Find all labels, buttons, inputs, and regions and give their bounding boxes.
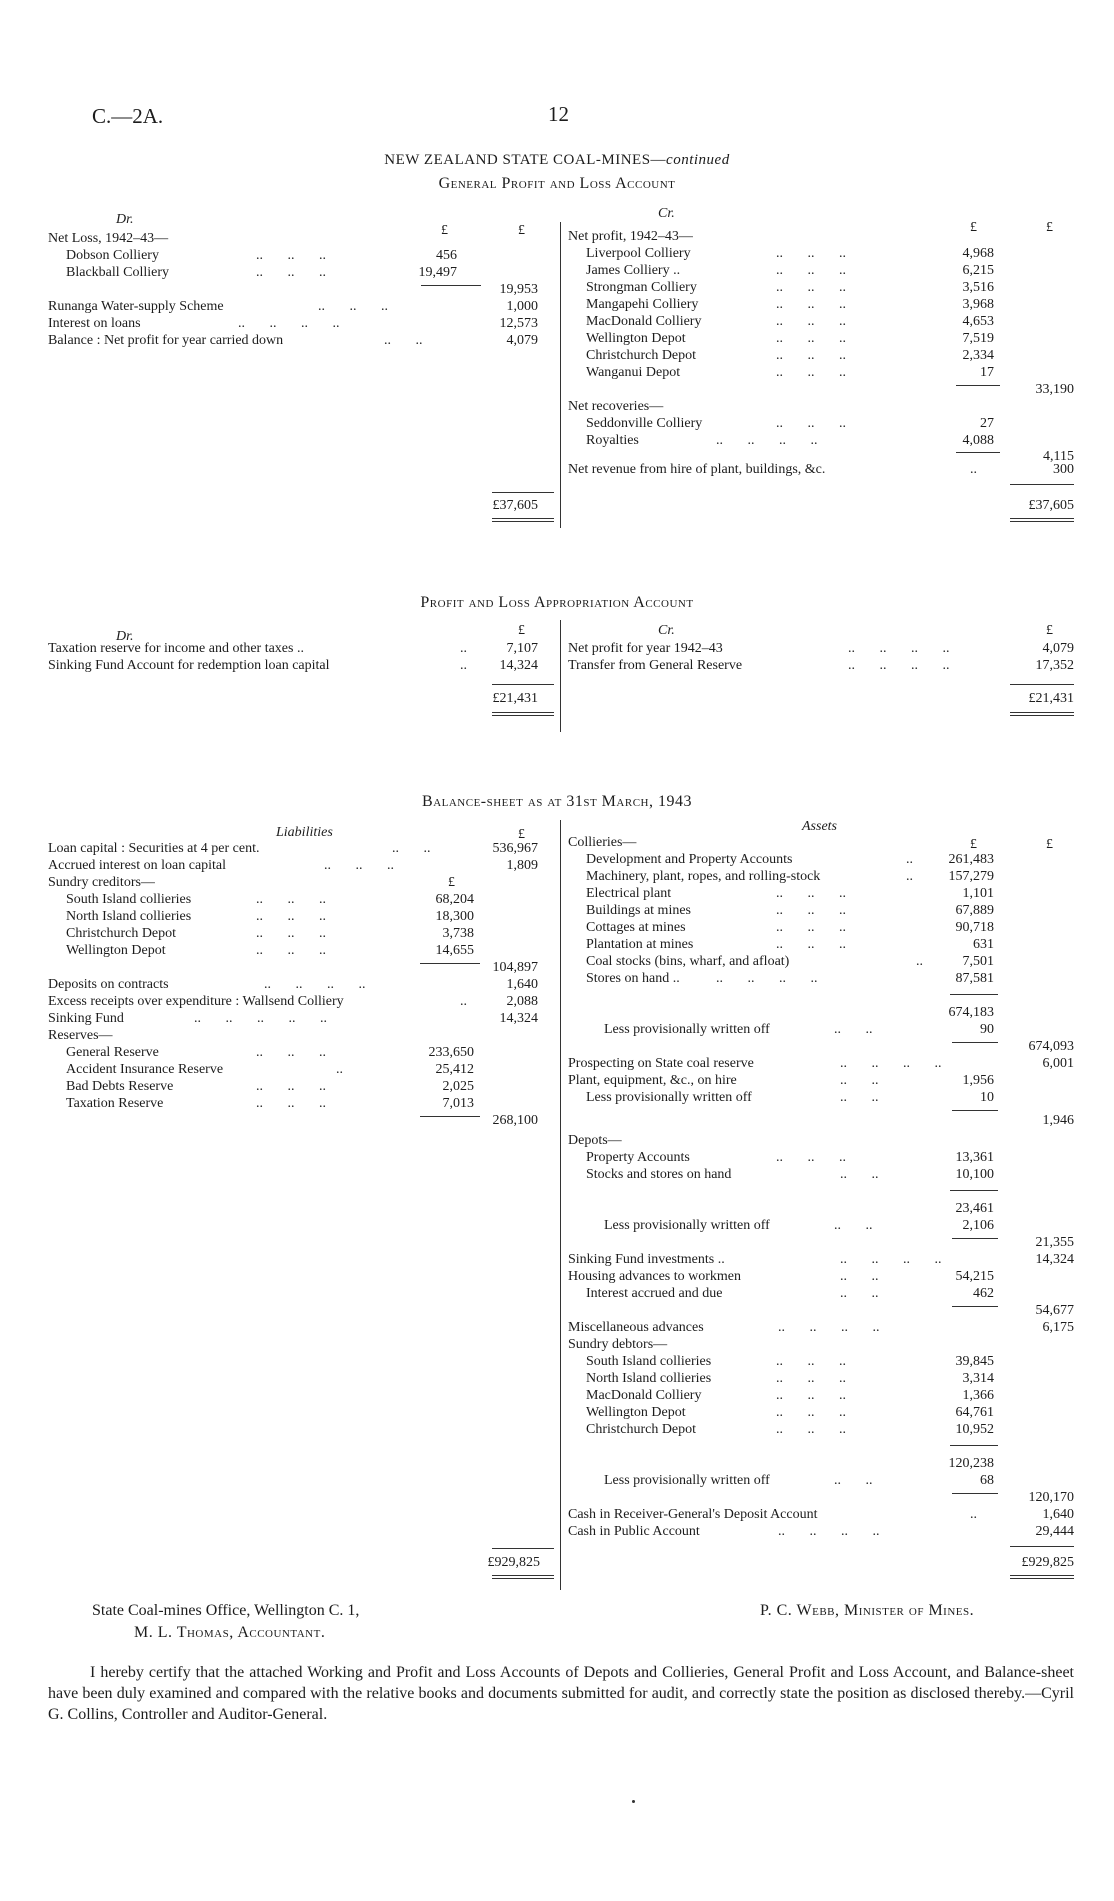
bs-collieries-total: 674,093	[1028, 1039, 1074, 1054]
bs-rule	[420, 963, 480, 964]
bs-coalstocks-label: Coal stocks (bins, wharf, and afloat) ..	[586, 954, 923, 969]
bs-sfinv-label: Sinking Fund investments .. .. .. .. ..	[568, 1252, 942, 1267]
gpl-christchurch-amount: 2,334	[962, 348, 994, 363]
pla-rule	[1010, 684, 1074, 685]
bs-depstocks-label: Stocks and stores on hand .. ..	[586, 1167, 879, 1182]
gpl-macdonald-amount: 4,653	[962, 314, 994, 329]
bs-ni-coll-amount: 18,300	[435, 909, 474, 924]
office-line: State Coal-mines Office, Wellington C. 1,	[92, 1602, 360, 1619]
gpl-interest-amount: 12,573	[499, 316, 538, 331]
bs-d-ch-label: Christchurch Depot .. .. ..	[586, 1422, 846, 1437]
gpl-royalties-label: Royalties .. .. .. ..	[586, 433, 818, 448]
bs-machinery-amount: 157,279	[948, 869, 994, 884]
pla-divider	[560, 620, 561, 732]
gpl-james-amount: 6,215	[962, 263, 994, 278]
gpl-james-label: James Colliery .. .. .. ..	[586, 263, 846, 278]
pla-rule	[492, 712, 554, 716]
pla-sinking-amount: 14,324	[499, 658, 538, 673]
gpl-dr: Dr.	[116, 212, 134, 227]
bs-misc-amount: 6,175	[1042, 1320, 1074, 1335]
bs-taxres-amount: 7,013	[442, 1096, 474, 1111]
pla-rule	[492, 684, 554, 685]
minister-line: P. C. Webb, Minister of Mines.	[760, 1602, 975, 1619]
gpl-hire-leader: ..	[970, 462, 977, 477]
bs-rule	[952, 1042, 998, 1043]
bs-rule	[952, 1238, 998, 1239]
gpl-rule	[1010, 518, 1074, 522]
gpl-cr-total: £37,605	[1028, 498, 1074, 513]
accountant-line: M. L. Thomas, Accountant.	[134, 1624, 326, 1641]
gpl-blackball-amount: 19,497	[418, 265, 457, 280]
bs-plant-total: 1,946	[1042, 1113, 1074, 1128]
certification-paragraph: I hereby certify that the attached Working and Profit and Loss Accounts of Depots and Collieries, General Profit and Loss Account, and Balance-sheet have been duly examined and compared with the relative books and documents submitted for audit, and correctly state the position as disclosed thereby.—Cyril G. Collins, Controller and Auditor-General.	[48, 1664, 1074, 1723]
bs-sundry-creditors-label: Sundry creditors—	[48, 875, 155, 890]
bs-general-amount: 233,650	[428, 1045, 474, 1060]
bs-si-coll-amount: 68,204	[435, 892, 474, 907]
gpl-royalties-amount: 4,088	[962, 433, 994, 448]
bs-si-coll-label: South Island collieries .. .. ..	[66, 892, 326, 907]
bs-sinking-label: Sinking Fund .. .. .. .. ..	[48, 1011, 327, 1026]
bs-liab-pound: £	[518, 827, 525, 842]
gpl-mangapehi-amount: 3,968	[962, 297, 994, 312]
pla-net-profit-label: Net profit for year 1942–43 .. .. .. ..	[568, 641, 950, 656]
gpl-christchurch-label: Christchurch Depot .. .. ..	[586, 348, 846, 363]
bs-buildings-amount: 67,889	[955, 903, 994, 918]
gpl-wanganui-label: Wanganui Depot .. .. ..	[586, 365, 846, 380]
bs-ch-depot-amount: 3,738	[442, 926, 474, 941]
bs-reserves-label: Reserves—	[48, 1028, 113, 1043]
bs-machinery-label: Machinery, plant, ropes, and rolling-stock ..	[586, 869, 913, 884]
pla-transfer-amount: 17,352	[1035, 658, 1074, 673]
gpl-recoveries-total: 4,115	[1043, 449, 1074, 464]
bs-plantation-label: Plantation at mines .. .. ..	[586, 937, 846, 952]
report-reference: C.—2A.	[92, 104, 164, 128]
document-title: NEW ZEALAND STATE COAL-MINES—continued	[384, 152, 730, 168]
gpl-interest-label: Interest on loans .. .. .. ..	[48, 316, 340, 331]
bs-creditors-pound: £	[448, 875, 455, 890]
bs-housing-label: Housing advances to workmen .. ..	[568, 1269, 879, 1284]
page-number: 12	[548, 102, 569, 126]
bs-title: Balance-sheet as at 31st March, 1943	[422, 793, 692, 810]
pla-cr-pound: £	[1046, 623, 1053, 638]
bs-bad-label: Bad Debts Reserve .. .. ..	[66, 1079, 326, 1094]
bs-rule	[950, 1445, 998, 1446]
bs-cottages-amount: 90,718	[955, 920, 994, 935]
gpl-recoveries-label: Net recoveries—	[568, 399, 664, 414]
bs-rule	[950, 994, 998, 995]
bs-less4-amount: 68	[980, 1473, 994, 1488]
bs-ni-coll-label: North Island collieries .. .. ..	[66, 909, 326, 924]
bs-cottages-label: Cottages at mines .. .. ..	[586, 920, 846, 935]
pla-dr-pound: £	[518, 623, 525, 638]
bs-less2-label: Less provisionally written off .. ..	[586, 1090, 879, 1105]
gpl-dr-total: £37,605	[492, 498, 538, 513]
bs-plant-hire-amount: 1,956	[962, 1073, 994, 1088]
bs-d-wel-amount: 64,761	[955, 1405, 994, 1420]
bs-devprop-label: Development and Property Accounts ..	[586, 852, 913, 867]
bs-bad-amount: 2,025	[442, 1079, 474, 1094]
bs-reserves-total: 268,100	[492, 1113, 538, 1128]
gpl-liverpool-amount: 4,968	[962, 246, 994, 261]
gpl-blackball-label: Blackball Colliery .. .. ..	[66, 265, 326, 280]
bs-stores-label: Stores on hand .. .. .. .. ..	[586, 971, 818, 986]
bs-less1-amount: 90	[980, 1022, 994, 1037]
bs-accident-amount: 25,412	[435, 1062, 474, 1077]
bs-housing-amount: 54,215	[955, 1269, 994, 1284]
bs-assets-total: £929,825	[1021, 1555, 1074, 1570]
gpl-profit-total: 33,190	[1035, 382, 1074, 397]
bs-cash-pub-amount: 29,444	[1035, 1524, 1074, 1539]
gpl-rule	[1010, 484, 1074, 485]
bs-rule	[952, 1306, 998, 1307]
bs-creditors-total: 104,897	[492, 960, 538, 975]
pla-sinking-label: Sinking Fund Account for redemption loan capital ..	[48, 658, 467, 673]
bs-assets-pound-1: £	[970, 837, 977, 852]
bs-d-si-label: South Island collieries .. .. ..	[586, 1354, 846, 1369]
gpl-divider	[560, 222, 561, 528]
bs-d-ni-amount: 3,314	[962, 1371, 994, 1386]
bs-rule	[950, 1190, 998, 1191]
bs-excess-label: Excess receipts over expenditure : Wallsend Colliery ..	[48, 994, 467, 1009]
gpl-seddonville-amount: 27	[980, 416, 994, 431]
bs-d-wel-label: Wellington Depot .. .. ..	[586, 1405, 846, 1420]
bs-electrical-label: Electrical plant .. .. ..	[586, 886, 846, 901]
pla-cr-total: £21,431	[1028, 691, 1074, 706]
bs-loan-amount: 536,967	[492, 841, 538, 856]
bs-less3-amount: 2,106	[962, 1218, 994, 1233]
bs-prospecting-label: Prospecting on State coal reserve .. .. .. ..	[568, 1056, 942, 1071]
gpl-net-profit-label: Net profit, 1942–43—	[568, 229, 693, 244]
bs-we-depot-label: Wellington Depot .. .. ..	[66, 943, 326, 958]
bs-liabilities-heading: Liabilities	[276, 825, 333, 840]
bs-cash-rg-label: Cash in Receiver-General's Deposit Account ..	[568, 1507, 977, 1522]
bs-taxres-label: Taxation Reserve .. .. ..	[66, 1096, 326, 1111]
bs-depots-label: Depots—	[568, 1133, 622, 1148]
gpl-rule	[956, 385, 1000, 386]
bs-depots-subtotal: 23,461	[955, 1201, 994, 1216]
bs-assets-heading: Assets	[802, 819, 837, 834]
bs-misc-label: Miscellaneous advances .. .. .. ..	[568, 1320, 880, 1335]
pla-cr: Cr.	[658, 623, 675, 638]
gpl-cr-pound-2: £	[1046, 220, 1053, 235]
gpl-seddonville-label: Seddonville Colliery .. .. ..	[586, 416, 846, 431]
bs-we-depot-amount: 14,655	[435, 943, 474, 958]
bs-d-ni-label: North Island collieries .. .. ..	[586, 1371, 846, 1386]
gpl-rule	[956, 452, 1000, 453]
bs-cash-rg-amount: 1,640	[1042, 1507, 1074, 1522]
bs-rule	[492, 1575, 554, 1579]
bs-debtors-total: 120,170	[1028, 1490, 1074, 1505]
bs-less1-label: Less provisionally written off .. ..	[604, 1022, 873, 1037]
pla-dr: Dr.	[116, 629, 134, 644]
gpl-loss-total: 19,953	[499, 282, 538, 297]
bs-sinking-amount: 14,324	[499, 1011, 538, 1026]
gpl-wellington-amount: 7,519	[962, 331, 994, 346]
pla-tax-label: Taxation reserve for income and other taxes .. ..	[48, 641, 467, 656]
gpl-wanganui-amount: 17	[980, 365, 994, 380]
gpl-hire-amount: 300	[1053, 462, 1074, 477]
bs-plantation-amount: 631	[973, 937, 994, 952]
bs-debtors-label: Sundry debtors—	[568, 1337, 668, 1352]
bs-devprop-amount: 261,483	[948, 852, 994, 867]
gpl-dobson-amount: 456	[436, 248, 457, 263]
gpl-strongman-amount: 3,516	[962, 280, 994, 295]
bs-depstocks-amount: 10,100	[955, 1167, 994, 1182]
bs-divider	[560, 820, 561, 1590]
bs-deposits-label: Deposits on contracts .. .. .. ..	[48, 977, 366, 992]
bs-ch-depot-label: Christchurch Depot .. .. ..	[66, 926, 326, 941]
gpl-hire-label: Net revenue from hire of plant, buildings, &c.	[568, 462, 826, 477]
bs-property-label: Property Accounts .. .. ..	[586, 1150, 846, 1165]
bs-d-mac-amount: 1,366	[962, 1388, 994, 1403]
bs-property-amount: 13,361	[955, 1150, 994, 1165]
bs-collieries-label: Collieries—	[568, 835, 637, 850]
gpl-dr-pound-2: £	[518, 223, 525, 238]
gpl-macdonald-label: MacDonald Colliery .. .. ..	[586, 314, 846, 329]
bs-stores-amount: 87,581	[955, 971, 994, 986]
bs-accrued-amount: 1,809	[506, 858, 538, 873]
page-mark	[632, 1800, 635, 1803]
gpl-dr-pound-1: £	[441, 223, 448, 238]
bs-less2-amount: 10	[980, 1090, 994, 1105]
bs-d-mac-label: MacDonald Colliery .. .. ..	[586, 1388, 846, 1403]
bs-rule	[1010, 1575, 1074, 1579]
gpl-dobson-label: Dobson Colliery .. .. ..	[66, 248, 326, 263]
pla-title: Profit and Loss Appropriation Account	[420, 594, 694, 611]
bs-less3-label: Less provisionally written off .. ..	[604, 1218, 873, 1233]
gpl-liverpool-label: Liverpool Colliery .. .. ..	[586, 246, 846, 261]
bs-loan-label: Loan capital : Securities at 4 per cent. .. ..	[48, 841, 431, 856]
gpl-rule	[492, 518, 554, 522]
bs-electrical-amount: 1,101	[962, 886, 994, 901]
bs-assets-pound-2: £	[1046, 837, 1053, 852]
bs-d-si-amount: 39,845	[955, 1354, 994, 1369]
bs-intacc-amount: 462	[973, 1286, 994, 1301]
bs-accident-label: Accident Insurance Reserve ..	[66, 1062, 343, 1077]
bs-sfinv-amount: 14,324	[1035, 1252, 1074, 1267]
bs-buildings-label: Buildings at mines .. .. ..	[586, 903, 846, 918]
gpl-cr: Cr.	[658, 206, 675, 221]
gpl-balance-amount: 4,079	[506, 333, 538, 348]
bs-plant-hire-label: Plant, equipment, &c., on hire .. ..	[568, 1073, 879, 1088]
bs-rule	[952, 1493, 998, 1494]
bs-liabilities-total: £929,825	[487, 1555, 540, 1570]
bs-d-ch-amount: 10,952	[955, 1422, 994, 1437]
bs-prospecting-amount: 6,001	[1042, 1056, 1074, 1071]
pla-net-profit-amount: 4,079	[1042, 641, 1074, 656]
gpl-balance-label: Balance : Net profit for year carried down .. ..	[48, 333, 423, 348]
bs-coalstocks-amount: 7,501	[962, 954, 994, 969]
bs-rule	[952, 1110, 998, 1111]
bs-rule	[492, 1548, 554, 1549]
pla-tax-amount: 7,107	[506, 641, 538, 656]
bs-collieries-subtotal: 674,183	[948, 1005, 994, 1020]
bs-excess-amount: 2,088	[506, 994, 538, 1009]
bs-housing-total: 54,677	[1035, 1303, 1074, 1318]
bs-depots-total: 21,355	[1035, 1235, 1074, 1250]
bs-debtors-subtotal: 120,238	[948, 1456, 994, 1471]
pla-dr-total: £21,431	[492, 691, 538, 706]
gpl-strongman-label: Strongman Colliery .. .. ..	[586, 280, 846, 295]
bs-rule	[420, 1116, 480, 1117]
gpl-rule	[492, 492, 554, 493]
gpl-runanga-label: Runanga Water-supply Scheme .. .. ..	[48, 299, 388, 314]
bs-general-label: General Reserve .. .. ..	[66, 1045, 326, 1060]
gpl-cr-pound-1: £	[970, 220, 977, 235]
gpl-wellington-label: Wellington Depot .. .. ..	[586, 331, 846, 346]
pla-rule	[1010, 712, 1074, 716]
bs-deposits-amount: 1,640	[506, 977, 538, 992]
bs-less4-label: Less provisionally written off .. ..	[604, 1473, 873, 1488]
pla-transfer-label: Transfer from General Reserve .. .. .. ..	[568, 658, 950, 673]
gpl-rule	[421, 285, 481, 286]
bs-cash-pub-label: Cash in Public Account .. .. .. ..	[568, 1524, 880, 1539]
gpl-net-loss-label: Net Loss, 1942–43—	[48, 231, 169, 246]
gpl-title: General Profit and Loss Account	[438, 175, 676, 192]
bs-intacc-label: Interest accrued and due .. ..	[586, 1286, 879, 1301]
gpl-mangapehi-label: Mangapehi Colliery .. .. ..	[586, 297, 846, 312]
gpl-runanga-amount: 1,000	[506, 299, 538, 314]
bs-accrued-label: Accrued interest on loan capital .. .. ..	[48, 858, 394, 873]
bs-rule	[1010, 1546, 1074, 1547]
